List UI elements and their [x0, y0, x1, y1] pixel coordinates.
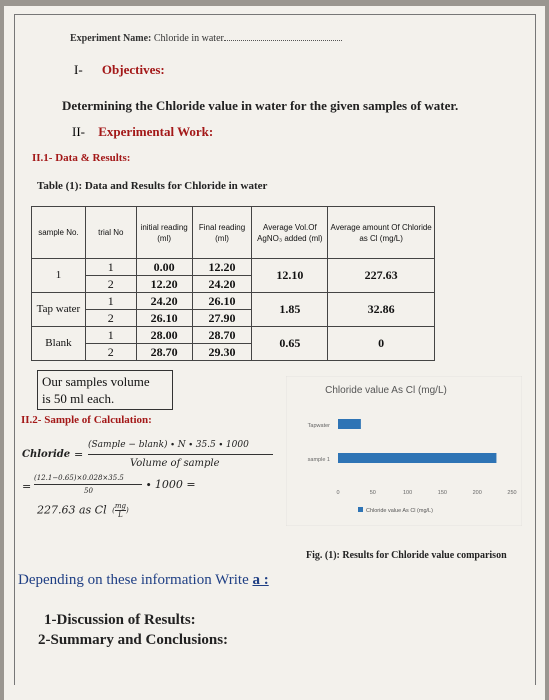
formula-sub-tail: ∙ 1000 = [146, 478, 196, 491]
chart-background [286, 376, 522, 526]
formula-equals-2: = [22, 480, 32, 493]
table-row [32, 259, 435, 276]
experimental-number: II- [72, 124, 85, 139]
col-header-average-chloride: Average amount Of Chloride as Cl (mg/L) [328, 207, 435, 259]
objectives-text: Determining the Chloride value in water for the given samples of water. [62, 98, 459, 113]
formula-numerator: (Sample − blank) ∙ N ∙ 35.5 ∙ 1000 [88, 440, 249, 450]
formula-unit-top: mg [114, 502, 126, 510]
trial-cell: 2 [85, 310, 136, 327]
formula-fraction-bar [88, 454, 273, 455]
average-vol-cell: 0.65 [252, 327, 328, 361]
experimental-heading [72, 124, 213, 140]
x-tick-label: 50 [369, 490, 376, 496]
col-header-initial: initial reading (ml) [136, 207, 192, 259]
col-header-final: Final reading (ml) [192, 207, 252, 259]
trial-cell: 1 [85, 327, 136, 344]
experimental-title: Experimental Work: [98, 124, 214, 139]
formula-equals: = [74, 448, 84, 461]
bar [338, 419, 361, 429]
formula-denominator: Volume of sample [130, 458, 220, 469]
formula-sub-denominator: 50 [84, 487, 93, 495]
experiment-name-line [70, 33, 342, 44]
legend-swatch [358, 507, 363, 512]
table-row [32, 327, 435, 344]
initial-cell: 28.00 [136, 327, 192, 344]
sample-volume-note [37, 370, 173, 410]
figure-caption: Fig. (1): Results for Chloride value comparison [306, 550, 507, 561]
formula-result-value: 227.63 as Cl [37, 503, 107, 517]
table-row [32, 293, 435, 310]
formula-sub-numerator: (12.1−0.65)×0.028×35.5 [34, 474, 124, 482]
col-header-sample: sample No. [32, 207, 86, 259]
experiment-name-value: Chloride in water [153, 33, 224, 44]
chloride-bar-chart [286, 376, 522, 526]
results-table [31, 206, 435, 361]
sample-volume-line2: is 50 ml each. [42, 391, 115, 406]
formula-result [37, 502, 129, 519]
trial-cell: 2 [85, 276, 136, 293]
final-cell: 28.70 [192, 327, 252, 344]
final-cell: 24.20 [192, 276, 252, 293]
bar [338, 453, 496, 463]
col-header-average-vol: Average Vol.Of AgNO₃ added (ml) [252, 207, 328, 259]
trial-cell: 1 [85, 259, 136, 276]
experiment-name-label: Experiment Name: [70, 33, 152, 44]
chart-legend [358, 507, 433, 514]
task-summary: 2-Summary and Conclusions: [38, 632, 229, 648]
objectives-heading [74, 62, 165, 78]
final-cell: 27.90 [192, 310, 252, 327]
objectives-title: Objectives: [101, 62, 165, 77]
instruction-text: Depending on these information Write [18, 572, 253, 588]
table-caption: Table (1): Data and Results for Chloride in water [37, 180, 268, 192]
chart-title: Chloride value As Cl (mg/L) [325, 385, 447, 396]
average-chloride-cell: 0 [328, 327, 435, 361]
average-vol-cell: 1.85 [252, 293, 328, 327]
initial-cell: 0.00 [136, 259, 192, 276]
initial-cell: 28.70 [136, 344, 192, 361]
initial-cell: 12.20 [136, 276, 192, 293]
formula-lhs: Chloride [22, 449, 71, 460]
average-vol-cell: 12.10 [252, 259, 328, 293]
instruction-line [18, 572, 269, 589]
x-tick-label: 100 [403, 490, 413, 496]
final-cell: 26.10 [192, 293, 252, 310]
objectives-number: I- [74, 62, 83, 77]
category-label: Tapwater [307, 423, 330, 429]
formula-sub-fraction-bar [34, 484, 142, 485]
calculation-heading: II.2- Sample of Calculation: [21, 414, 152, 426]
task-discussion: 1-Discussion of Results: [44, 612, 196, 628]
category-label: sample 1 [307, 457, 330, 463]
x-tick-label: 0 [336, 490, 340, 496]
x-tick-label: 250 [507, 490, 517, 496]
x-tick-label: 150 [437, 490, 447, 496]
final-cell: 12.20 [192, 259, 252, 276]
document-page [4, 6, 545, 700]
sample-cell: 1 [32, 259, 86, 293]
formula-unit-bottom: L [118, 511, 123, 519]
average-chloride-cell: 32.86 [328, 293, 435, 327]
sample-cell: Blank [32, 327, 86, 361]
final-cell: 29.30 [192, 344, 252, 361]
x-tick-label: 200 [472, 490, 482, 496]
formula-result-unit: ( $\frac{mg}{L}$ ) [112, 502, 129, 519]
average-chloride-cell: 227.63 [328, 259, 435, 293]
table-header-row [32, 207, 435, 259]
initial-cell: 26.10 [136, 310, 192, 327]
trial-cell: 1 [85, 293, 136, 310]
sample-volume-line1: Our samples volume [42, 374, 150, 389]
instruction-emph: a : [252, 572, 269, 588]
initial-cell: 24.20 [136, 293, 192, 310]
data-results-heading: II.1- Data & Results: [32, 152, 131, 164]
legend-label: Chloride value As Cl (mg/L) [366, 508, 433, 514]
trial-cell: 2 [85, 344, 136, 361]
sample-cell: Tap water [32, 293, 86, 327]
col-header-trial: trial No [85, 207, 136, 259]
